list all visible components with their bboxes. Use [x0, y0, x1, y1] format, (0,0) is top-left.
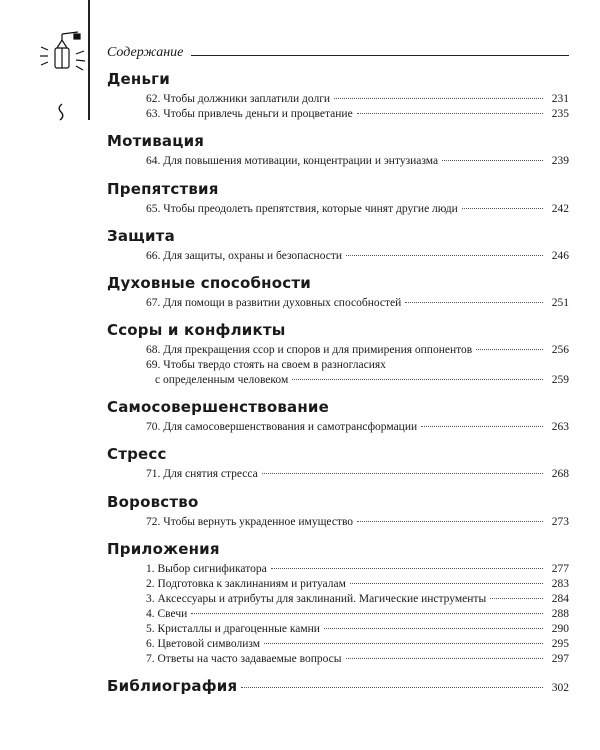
page-number: 290 — [551, 623, 569, 635]
section-title: Воровство — [107, 493, 199, 511]
dot-leader — [271, 568, 543, 569]
toc-entry — [107, 373, 569, 388]
toc-section — [107, 70, 569, 122]
page-number: 302 — [551, 682, 569, 694]
page-number: 288 — [551, 608, 569, 620]
dot-leader — [191, 613, 543, 614]
entry-title: 6. Цветовой символизм — [146, 638, 261, 650]
toc-section — [107, 493, 569, 530]
toc-section — [107, 274, 569, 311]
section-title: Стресс — [107, 445, 167, 463]
dot-leader — [324, 628, 543, 629]
page-number: 239 — [551, 155, 569, 167]
toc-entry — [107, 592, 569, 607]
toc-header — [107, 45, 569, 61]
dot-leader — [405, 302, 543, 303]
entry-title: с определенным человеком — [155, 374, 289, 386]
hook-ornament-icon — [55, 102, 69, 122]
section-title: Мотивация — [107, 132, 205, 150]
entry-title: 66. Для защиты, охраны и безопасности — [146, 250, 343, 262]
dot-leader — [357, 113, 543, 114]
toc-entry — [107, 420, 569, 435]
toc-entry — [107, 622, 569, 637]
section-title: Защита — [107, 227, 175, 245]
entry-title: 5. Кристаллы и драгоценные камни — [146, 623, 320, 635]
page-number: 246 — [551, 250, 569, 262]
toc-section — [107, 132, 569, 169]
dot-leader — [241, 687, 543, 688]
entry-title: 1. Выбор сигнификатора — [146, 563, 267, 575]
toc-entry — [107, 562, 569, 577]
dot-leader — [264, 643, 543, 644]
toc-entry — [107, 652, 569, 667]
page-number: 259 — [551, 374, 569, 386]
toc-entry — [107, 154, 569, 169]
section-title: Деньги — [107, 70, 170, 88]
page-number: 256 — [551, 344, 569, 356]
toc-entry-line: 69. Чтобы твердо стоять на своем в разногласиях — [146, 359, 386, 371]
page-number: 235 — [551, 108, 569, 120]
page-number: 297 — [551, 653, 569, 665]
entry-title: 71. Для снятия стресса — [146, 468, 258, 480]
toc-entry — [107, 343, 569, 358]
toc-entry — [107, 607, 569, 622]
page-number: 295 — [551, 638, 569, 650]
section-title: Ссоры и конфликты — [107, 321, 286, 339]
toc-section — [107, 227, 569, 264]
toc-entry — [107, 92, 569, 107]
toc-entry — [107, 577, 569, 592]
entry-title: 3. Аксессуары и атрибуты для заклинаний. Магические инструменты — [146, 593, 487, 605]
page-number: 231 — [551, 93, 569, 105]
section-title: Препятствия — [107, 180, 219, 198]
entry-title: 63. Чтобы привлечь деньги и процветание — [146, 108, 353, 120]
table-of-contents — [107, 70, 569, 695]
entry-title: 64. Для повышения мотивации, концентрации и энтузиазма — [146, 155, 439, 167]
section-title: Библиография — [107, 677, 238, 695]
header-rule — [191, 55, 569, 56]
toc-section — [107, 540, 569, 667]
dot-leader — [490, 598, 543, 599]
toc-entry — [107, 637, 569, 652]
page-number: 263 — [551, 421, 569, 433]
entry-title: 2. Подготовка к заклинаниям и ритуалам — [146, 578, 346, 590]
toc-section — [107, 321, 569, 388]
page-number: 283 — [551, 578, 569, 590]
dot-leader — [334, 98, 543, 99]
toc-entry — [107, 202, 569, 217]
dot-leader — [462, 208, 543, 209]
section-title: Самосовершенствование — [107, 398, 330, 416]
dot-leader — [346, 255, 543, 256]
page-number: 268 — [551, 468, 569, 480]
toc-section — [107, 398, 569, 435]
dot-leader — [476, 349, 543, 350]
entry-title: 65. Чтобы преодолеть препятствия, которые чинят другие люди — [146, 203, 458, 215]
dot-leader — [292, 379, 543, 380]
page-number: 251 — [551, 297, 569, 309]
section-title: Духовные способности — [107, 274, 311, 292]
entry-title: 72. Чтобы вернуть украденное имущество — [146, 516, 354, 528]
entry-title: 68. Для прекращения ссор и споров и для примирения оппонентов — [146, 344, 473, 356]
entry-title: 7. Ответы на часто задаваемые вопросы — [146, 653, 342, 665]
dot-leader — [262, 473, 543, 474]
toc-section — [107, 180, 569, 217]
margin-rule — [88, 0, 90, 120]
page-number: 242 — [551, 203, 569, 215]
lantern-icon — [38, 28, 88, 78]
toc-entry — [107, 107, 569, 122]
dot-leader — [357, 521, 543, 522]
dot-leader — [346, 658, 544, 659]
dot-leader — [350, 583, 543, 584]
page-number: 277 — [551, 563, 569, 575]
toc-entry — [107, 296, 569, 311]
toc-entry — [107, 467, 569, 482]
toc-section — [107, 445, 569, 482]
dot-leader — [442, 160, 543, 161]
dot-leader — [421, 426, 543, 427]
section-title: Приложения — [107, 540, 220, 558]
entry-title: 67. Для помощи в развитии духовных способностей — [146, 297, 402, 309]
toc-title: Содержание — [107, 45, 184, 60]
toc-bibliography — [107, 677, 569, 695]
entry-title: 4. Свечи — [146, 608, 188, 620]
page-number: 284 — [551, 593, 569, 605]
toc-entry — [107, 249, 569, 264]
entry-title: 62. Чтобы должники заплатили долги — [146, 93, 331, 105]
toc-entry — [107, 515, 569, 530]
entry-title: 70. Для самосовершенствования и самотрансформации — [146, 421, 418, 433]
page-number: 273 — [551, 516, 569, 528]
